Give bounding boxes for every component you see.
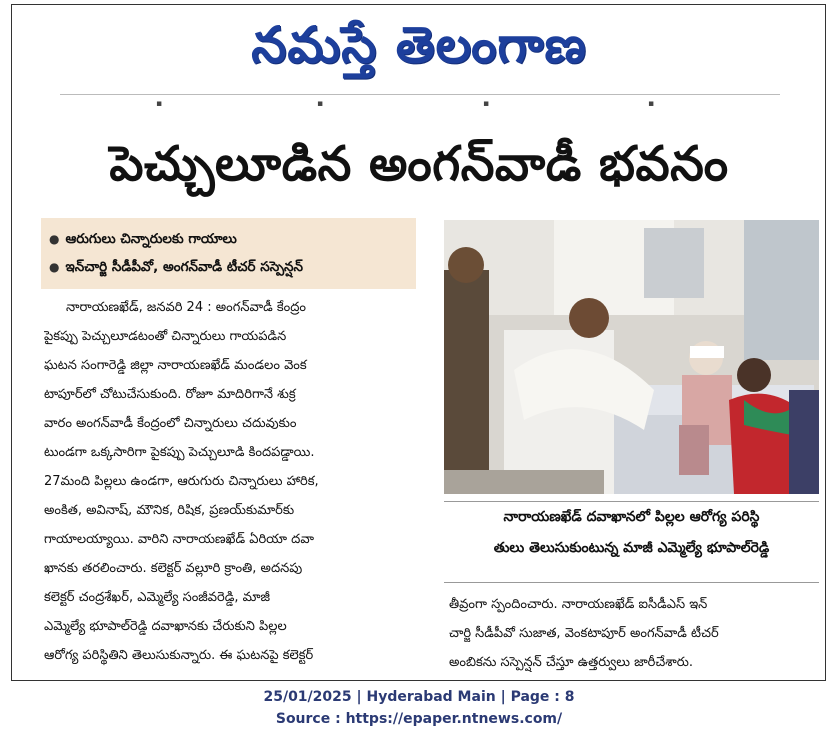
highlights-box [41, 218, 416, 289]
article-line: అంకిత, అవినాష్, మౌనిక, రిషిక, ప్రణయ్‌కుమార్‌కు [44, 503, 295, 518]
caption-line: తులు తెలుసుకుంటున్న మాజీ ఎమ్మెల్యే భూపాల్‌రెడ్డి [493, 540, 770, 556]
article-headline: పెచ్చులూడిన అంగన్‌వాడీ భవనం [109, 136, 729, 192]
article-line: నారాయణఖేడ్, జనవరి 24 : అంగన్‌వాడీ కేంద్రం [66, 300, 306, 315]
article-line: కలెక్టర్ చంద్రశేఖర్, ఎమ్మెల్యే సంజీవరెడ్డి, మాజీ [44, 590, 271, 605]
page-tick: ▪ [156, 99, 163, 109]
article-line: వారం అంగన్‌వాడీ కేంద్రంలో చిన్నారులు చదువుకుం [44, 416, 297, 431]
article-line: 27మంది పిల్లలు ఉండగా, ఆరుగురు చిన్నారులు హారిక, [44, 474, 319, 489]
photo-caption [444, 502, 819, 582]
article-line: పైకప్పు పెచ్చులూడటంతో చిన్నారులు గాయపడిన [44, 329, 287, 344]
footer-date-edition: 25/01/2025 | Hyderabad Main | Page : 8 [263, 689, 575, 705]
newspaper-masthead: నమస్తే తెలంగాణ [251, 16, 587, 74]
masthead-divider [60, 94, 780, 95]
article-line: ఘటన సంగారెడ్డి జిల్లా నారాయణఖేడ్ మండలం వెంక [44, 358, 307, 373]
article-line: టుండగా ఒక్కసారిగా పైకప్పు పెచ్చులూడి కిందపడ్డాయి. [44, 445, 315, 460]
highlight-item: ● ఆరుగులు చిన్నారులకు గాయాలు [49, 231, 237, 247]
article-line: తీవ్రంగా స్పందించారు. నారాయణఖేడ్ ఐసీడీఎస్ ఇన్ [449, 597, 708, 612]
bullet-icon: ● [49, 260, 60, 274]
article-line: చార్జి సీడీపీవో సుజాత, వెంకటాపూర్ అంగన్‌వాడీ టీచర్ [449, 626, 719, 641]
article-line: టాపూర్‌లో చోటుచేసుకుంది. రోజూ మాదిరిగానే శుక్ర [44, 387, 296, 402]
article-body-right [449, 590, 821, 677]
page-tick: ▪ [483, 99, 490, 109]
caption-divider [444, 582, 819, 583]
highlight-item: ● ఇన్‌చార్జి సీడీపీవో, అంగన్‌వాడీ టీచర్ సస్పెన్షన్ [49, 259, 304, 275]
article-line: ఎమ్మెల్యే భూపాల్‌రెడ్డి దవాఖానకు చేరుకుని పిల్లల [44, 619, 287, 634]
article-line: ఆరోగ్య పరిస్థితిని తెలుసుకున్నారు. ఈ ఘటనపై కలెక్టర్ [44, 648, 314, 663]
footer-source: Source : https://epaper.ntnews.com/ [275, 711, 563, 727]
article-line: ఖానకు తరలించారు. కలెక్టర్ వల్లూరి క్రాంతి, అదనపు [44, 561, 303, 576]
bullet-icon: ● [49, 232, 60, 246]
article-line: గాయాలయ్యాయి. వారిని నారాయణఖేడ్ ఏరియా దవా [44, 532, 314, 547]
hospital-scene-illustration [444, 220, 819, 494]
page-tick: ▪ [317, 99, 324, 109]
page-tick: ▪ [648, 99, 655, 109]
caption-line: నారాయణఖేడ్ దవాఖానలో పిల్లల ఆరోగ్య పరిస్థి [503, 509, 760, 525]
article-line: అంబికను సస్పెన్షన్ చేస్తూ ఉత్తర్వులు జారీచేశారు. [449, 655, 694, 670]
article-body-left [44, 293, 416, 670]
news-photo [444, 220, 819, 494]
